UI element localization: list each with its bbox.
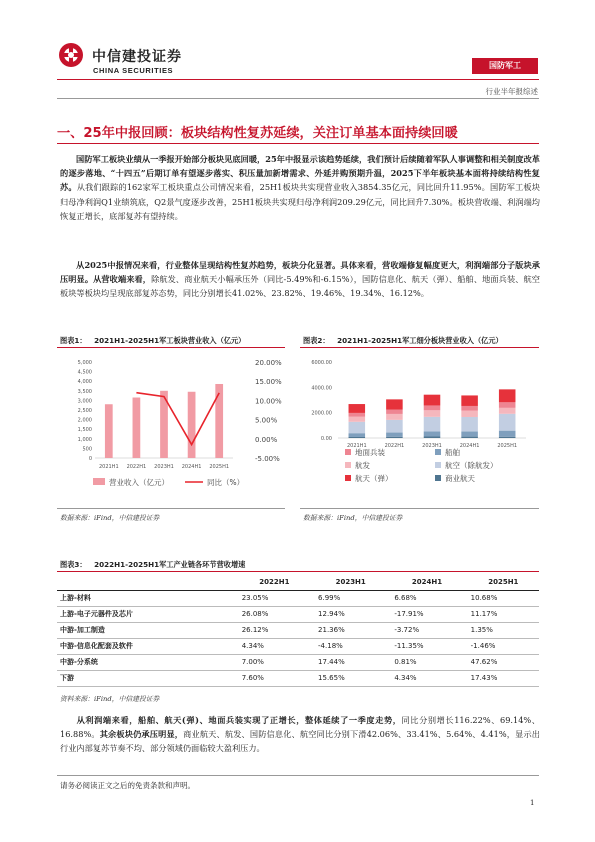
table-cell: 6.68%	[386, 590, 462, 606]
paragraph-3	[60, 713, 540, 756]
stacked-bar-segment	[424, 431, 441, 436]
table-row-label: 中游-加工制造	[57, 622, 234, 638]
x-tick-label: 2023H1	[154, 464, 174, 470]
y-right-tick-label: 15.00%	[255, 378, 282, 387]
fig1-bottom-line	[57, 508, 285, 509]
table-cell: 6.99%	[310, 590, 386, 606]
stacked-bar-segment	[461, 437, 478, 438]
table-cell: 17.43%	[463, 670, 539, 686]
page-number: 1	[530, 799, 535, 807]
fig1-title	[60, 336, 245, 346]
stacked-bar-segment	[349, 437, 366, 438]
table-cell: -11.35%	[386, 638, 462, 654]
x-tick-label: 2022H1	[384, 443, 405, 449]
stacked-bar-segment	[461, 432, 478, 437]
y-tick-label: 0.00	[320, 436, 332, 442]
stacked-bar-segment	[349, 433, 366, 437]
legend-label: 地面兵装	[355, 448, 385, 457]
legend-label: 商业航天	[445, 474, 475, 483]
table-row-label: 上游-电子元器件及芯片	[57, 606, 234, 622]
stacked-bar-segment	[386, 410, 403, 414]
table-cell: 11.17%	[463, 606, 539, 622]
x-tick-label: 2021H1	[98, 464, 119, 470]
legend-label-revenue: 营业收入（亿元）	[109, 478, 169, 487]
stacked-bar-segment	[349, 404, 366, 413]
stacked-bar-segment	[499, 408, 516, 414]
table-row	[57, 670, 539, 686]
table-header-cell	[57, 574, 234, 590]
fig1-source: 数据来源：iFind，中信建投证券	[60, 514, 160, 522]
table-row	[57, 622, 539, 638]
stacked-bar-segment	[349, 422, 366, 433]
revenue-chart	[57, 352, 285, 502]
fig2-bottom-line	[300, 508, 539, 509]
legend-label: 航天（弹）	[355, 474, 393, 483]
table-header-cell: 2024H1	[386, 574, 462, 590]
paragraph-3-bold: 从利润端来看，船舶、航天(弹)、地面兵装实现了正增长，整体延续了一季度走势，	[76, 715, 402, 725]
company-logo-icon	[58, 42, 84, 68]
stacked-bar-segment	[386, 433, 403, 437]
doc-type: 行业半年报综述	[485, 87, 538, 96]
stacked-bar-segment	[386, 414, 403, 420]
paragraph-1-text: 从我们跟踪的162家军工板块重点公司情况来看，25H1板块共实现营业收入3854.35亿元，同比回升11.95%。国防军工板块归母净利润Q1业绩筑底，Q2景气度逐步改善，25H1板块共实现归母净利润209.29亿元，同比回升7.30%。板块营收端、利润端均恢复正增长，底部复苏有望持续。	[60, 182, 540, 221]
table-row-label: 下游	[57, 670, 234, 686]
table3-source: 资料来源：iFind，中信建投证券	[60, 695, 160, 703]
stacked-bar-segment	[424, 417, 441, 432]
paragraph-2-bold: 从2025中报情况来看，行业整体呈现结构性复苏趋势，板块分化显著。具体来看，营收端修复幅度更大，利润端部分子版块承压明显。从营收端来看，	[60, 260, 540, 285]
legend-swatch	[345, 449, 351, 455]
stacked-bar-segment	[461, 417, 478, 432]
stacked-bar-segment	[424, 405, 441, 410]
table-row-label: 上游-材料	[57, 590, 234, 606]
x-tick-label: 2022H1	[126, 464, 147, 470]
stacked-bar-segment	[386, 399, 403, 409]
table-row	[57, 638, 539, 654]
stacked-bar-segment	[499, 402, 516, 408]
y-right-tick-label: 5.00%	[255, 416, 278, 425]
revenue-bar	[133, 398, 141, 458]
x-tick-label: 2025H1	[497, 443, 518, 449]
table-row-label: 中游-分系统	[57, 654, 234, 670]
stacked-bar-segment	[499, 437, 516, 438]
stacked-bar-segment	[461, 406, 478, 411]
stacked-bar-segment	[499, 414, 516, 431]
table-cell: 17.44%	[310, 654, 386, 670]
y-tick-label: 2000.00	[311, 410, 332, 417]
y-right-tick-label: 20.00%	[255, 359, 282, 367]
fig2-label: 图表2：	[303, 336, 330, 345]
table-cell: 47.62%	[463, 654, 539, 670]
industry-tag: 国防军工	[472, 58, 538, 74]
y-right-tick-label: 10.00%	[255, 397, 282, 406]
table-cell: 15.65%	[310, 670, 386, 686]
stacked-bar-segment	[349, 417, 366, 422]
fig1-title-text: 2021H1-2025H1军工板块营业收入（亿元）	[94, 336, 246, 345]
table-cell: 26.12%	[234, 622, 310, 638]
y-right-tick-label: -5.00%	[255, 455, 280, 463]
table-cell: 1.35%	[463, 622, 539, 638]
table3-title	[60, 560, 245, 570]
y-tick-label: 6000.00	[311, 360, 332, 366]
y-left-tick-label: 3,500	[77, 388, 92, 395]
legend-swatch	[345, 462, 351, 468]
table3-title-line	[57, 571, 539, 572]
legend-label: 航发	[355, 461, 370, 470]
table-cell: -1.46%	[463, 638, 539, 654]
table-cell: 4.34%	[234, 638, 310, 654]
table-row	[57, 590, 539, 606]
table3-label: 图表3：	[60, 560, 87, 569]
section-underline	[57, 143, 539, 144]
y-left-tick-label: 0	[88, 456, 92, 462]
table-cell: 21.36%	[310, 622, 386, 638]
y-left-tick-label: 4,000	[77, 379, 92, 386]
fig2-source: 数据来源：iFind，中信建投证券	[303, 514, 403, 522]
table-cell: -4.18%	[310, 638, 386, 654]
table-cell: 12.94%	[310, 606, 386, 622]
y-left-tick-label: 1,000	[77, 436, 92, 443]
footer-divider	[57, 775, 539, 776]
paragraph-3-text-b: 商业航天、航发、国防信息化、航空同比分别下滑42.06%、33.41%、5.64%、4.41%，显示出行业内部复苏节奏不均、部分领域仍面临较大盈利压力。	[60, 729, 540, 754]
stacked-bar-segment	[424, 410, 441, 417]
legend-label-yoy: 同比（%）	[207, 478, 245, 487]
fig2-title-text: 2021H1-2025H1军工细分板块营业收入（亿元）	[337, 336, 503, 345]
y-left-tick-label: 500	[82, 446, 92, 453]
y-left-tick-label: 4,500	[77, 369, 92, 376]
y-left-tick-label: 2,000	[77, 417, 92, 424]
paragraph-2-text: 除航发、商业航天小幅承压外（同比-5.49%和-6.15%），国防信息化、航天（弹）、船舶、地面兵装、航空板块等板块均呈现底部复苏态势，同比分别增长41.02%、23.82%、19.46%、19.34%、16.12%。	[60, 274, 540, 299]
table-row	[57, 654, 539, 670]
legend-swatch	[345, 475, 351, 481]
table-cell: 26.08%	[234, 606, 310, 622]
table3-title-text: 2022H1-2025H1军工产业链各环节营收增速	[94, 560, 246, 569]
y-tick-label: 4000.00	[311, 385, 332, 392]
header-divider-thin	[57, 98, 539, 99]
stacked-bar-segment	[499, 389, 516, 402]
y-right-tick-label: 0.00%	[255, 435, 278, 444]
revenue-bar	[188, 392, 196, 458]
x-tick-label: 2024H1	[181, 464, 202, 470]
x-tick-label: 2021H1	[346, 443, 367, 449]
fig2-title	[303, 336, 503, 346]
y-left-tick-label: 1,500	[77, 427, 92, 434]
table-cell: -17.91%	[386, 606, 462, 622]
fig2-title-line	[300, 347, 539, 348]
table-header-cell: 2025H1	[463, 574, 539, 590]
x-tick-label: 2024H1	[459, 443, 480, 449]
paragraph-1	[60, 152, 540, 223]
legend-label: 航空（除航发）	[445, 461, 498, 470]
legend-swatch	[435, 462, 441, 468]
table-cell: -3.72%	[386, 622, 462, 638]
header-divider	[57, 79, 539, 80]
table-cell: 10.68%	[463, 590, 539, 606]
growth-table	[57, 574, 539, 687]
table-header-row	[57, 574, 539, 590]
table-cell: 7.60%	[234, 670, 310, 686]
table-header-cell: 2023H1	[310, 574, 386, 590]
paragraph-2	[60, 258, 540, 301]
disclaimer-note: 请务必阅读正文之后的免责条款和声明。	[60, 781, 195, 790]
y-left-tick-label: 5,000	[77, 360, 92, 366]
stacked-bar-segment	[499, 431, 516, 437]
revenue-bar	[105, 404, 113, 458]
stacked-bar-segment	[349, 413, 366, 417]
yoy-line	[136, 393, 219, 445]
paragraph-3-bold-b: 其余板块仍承压明显，	[99, 729, 184, 740]
x-tick-label: 2025H1	[209, 464, 230, 470]
stacked-bar-segment	[424, 436, 441, 438]
table-header-cell: 2022H1	[234, 574, 310, 590]
legend-swatch-revenue	[93, 478, 105, 485]
revenue-bar	[215, 384, 223, 458]
table-row	[57, 606, 539, 622]
legend-swatch	[435, 475, 441, 481]
table-cell: 7.00%	[234, 654, 310, 670]
table-cell: 23.05%	[234, 590, 310, 606]
legend-swatch	[435, 449, 441, 455]
stacked-bar-segment	[424, 395, 441, 406]
logo-text-cn: 中信建投证券	[92, 49, 182, 65]
stacked-bar-segment	[461, 411, 478, 417]
y-left-tick-label: 2,500	[77, 408, 92, 414]
paragraph-1-bold: 国防军工板块业绩从一季报开始部分板块见底回暖，25年中报显示该趋势延续，我们预计后续随着军队人事调整和相关制度改革的逐步落地、“十四五”后期订单有望逐步落实、积压量加新增需求、外延并购预期升温，2025下半年板块基本面将持续结构性复苏。	[60, 154, 540, 193]
x-tick-label: 2023H1	[422, 443, 442, 449]
table-row-label: 中游-信息化配套及软件	[57, 638, 234, 654]
section-title: 一、25年中报回顾：板块结构性复苏延续，关注订单基本面持续回暖	[57, 126, 458, 141]
table-cell: 0.81%	[386, 654, 462, 670]
logo-text-en: CHINA SECURITIES	[93, 66, 174, 75]
segment-revenue-chart	[300, 352, 539, 502]
fig1-title-line	[57, 347, 285, 348]
y-left-tick-label: 3,000	[77, 398, 92, 405]
stacked-bar-segment	[461, 395, 478, 406]
table-cell: 4.34%	[386, 670, 462, 686]
fig1-label: 图表1：	[60, 336, 87, 345]
legend-label: 船舶	[445, 448, 460, 457]
paragraph-3-text-a: 同比分别增长116.22%、69.14%、16.88%。	[60, 715, 540, 740]
stacked-bar-segment	[386, 437, 403, 438]
stacked-bar-segment	[386, 420, 403, 433]
